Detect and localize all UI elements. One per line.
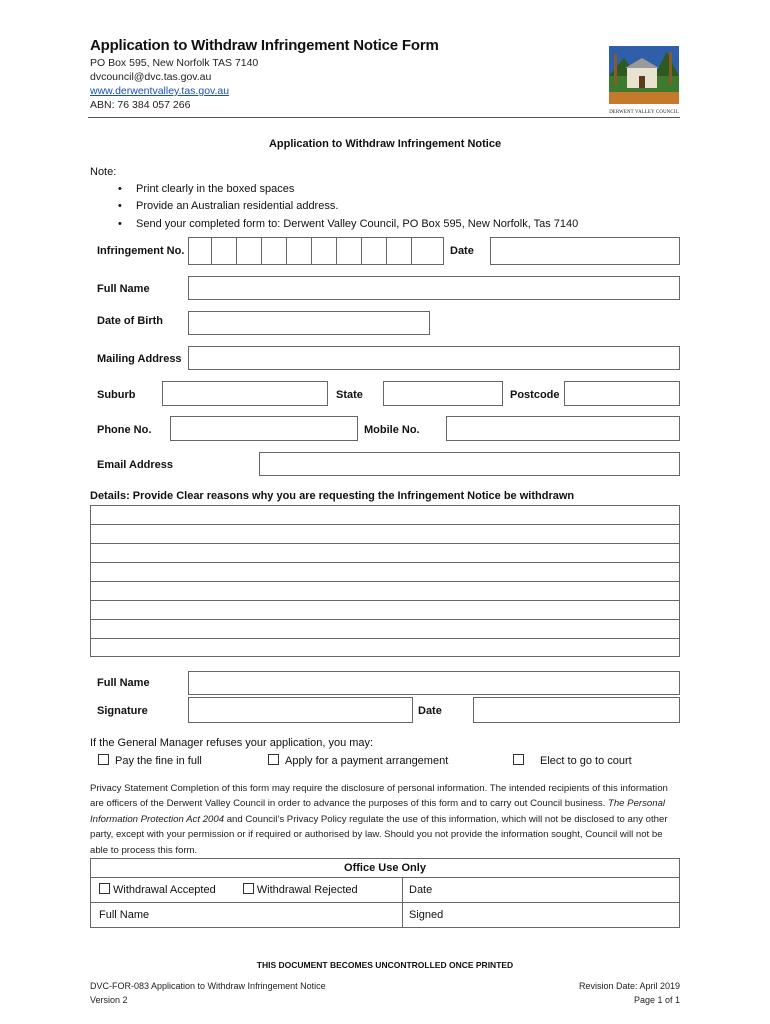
refusal-intro: If the General Manager refuses your application, you may: [90, 737, 374, 749]
infringement-no-field[interactable] [188, 237, 444, 265]
sig-date-field[interactable] [473, 697, 680, 723]
state-field[interactable] [383, 381, 503, 406]
office-full-name-cell: Full Name [91, 903, 403, 927]
date-label: Date [450, 245, 474, 257]
state-label: State [336, 389, 363, 401]
council-logo [609, 46, 679, 115]
privacy-act-name: The Personal Information Protection Act 2004 [90, 798, 666, 825]
checkbox-icon[interactable] [99, 883, 110, 894]
mailing-address-field[interactable] [188, 346, 680, 370]
checkbox-icon[interactable] [243, 883, 254, 894]
header-divider [88, 117, 680, 118]
office-use-heading: Office Use Only [91, 859, 679, 878]
signature-field[interactable] [188, 697, 413, 723]
privacy-statement: Privacy Statement Completion of this form may require the disclosure of personal information. The intended recipients of this information are officers of the Derwent Valley Council in order to advance the purposes of this form and to carry out Council business. The Personal Information Protection Act 2004 and Council’s Privacy Policy regulate the use of this information, which will not be disclosed to any other party, except with your permission or if required or authorised by law. Should you not provide the information sought, Council will not be able to process this form. [90, 783, 668, 856]
signature-label: Signature [97, 705, 148, 717]
uncontrolled-warning: THIS DOCUMENT BECOMES UNCONTROLLED ONCE PRINTED [256, 960, 514, 970]
form-title-header: Application to Withdraw Infringement Notice Form [90, 37, 439, 54]
details-heading: Details: Provide Clear reasons why you are requesting the Infringement Notice be withdrawn [90, 490, 575, 502]
checkbox-icon[interactable] [98, 754, 109, 765]
sig-full-name-field[interactable] [188, 671, 680, 695]
full-name-field[interactable] [188, 276, 680, 300]
revision-date: Revision Date: April 2019 [578, 981, 680, 991]
option-pay-fine[interactable]: Pay the fine in full [98, 754, 202, 767]
council-abn: ABN: 76 384 057 266 [90, 99, 191, 111]
sig-date-label: Date [418, 705, 442, 717]
council-website-link[interactable]: www.derwentvalley.tas.gov.au [90, 85, 230, 97]
checkbox-icon[interactable] [268, 754, 279, 765]
withdrawal-accepted-option[interactable]: Withdrawal Accepted [99, 884, 216, 896]
option-elect-court[interactable]: Elect to go to court [513, 754, 632, 767]
email-label: Email Address [97, 459, 174, 471]
mailing-address-label: Mailing Address [97, 353, 182, 365]
postcode-label: Postcode [510, 389, 560, 401]
phone-label: Phone No. [97, 424, 152, 436]
form-title: Application to Withdraw Infringement Notice [268, 138, 502, 150]
office-use-table [90, 858, 680, 928]
logo-caption: DERWENT VALLEY COUNCIL [609, 110, 679, 115]
office-signed-cell: Signed [409, 909, 444, 921]
option-payment-arrangement[interactable]: Apply for a payment arrangement [268, 754, 448, 767]
office-date-cell: Date [409, 884, 433, 896]
note-label: Note: [90, 166, 117, 178]
council-address: PO Box 595, New Norfolk TAS 7140 [90, 57, 259, 69]
suburb-label: Suburb [97, 389, 136, 401]
dob-label: Date of Birth [97, 315, 163, 327]
sig-full-name-label: Full Name [97, 677, 150, 689]
dob-field[interactable] [188, 311, 430, 335]
date-field[interactable] [490, 237, 680, 265]
withdrawal-rejected-option[interactable]: Withdrawal Rejected [243, 884, 358, 896]
phone-field[interactable] [170, 416, 358, 441]
details-textarea[interactable] [90, 505, 680, 657]
council-logo-icon [609, 46, 679, 104]
council-email: dvcouncil@dvc.tas.gov.au [90, 71, 212, 83]
postcode-field[interactable] [564, 381, 680, 406]
document-version: Version 2 [90, 995, 128, 1005]
infringement-no-label: Infringement No. [97, 245, 185, 257]
full-name-label: Full Name [97, 283, 150, 295]
document-id: DVC-FOR-083 Application to Withdraw Infringement Notice [90, 981, 326, 991]
mobile-label: Mobile No. [364, 424, 420, 436]
mobile-field[interactable] [446, 416, 680, 441]
page-number: Page 1 of 1 [633, 995, 680, 1005]
suburb-field[interactable] [162, 381, 328, 406]
checkbox-icon[interactable] [513, 754, 524, 765]
email-field[interactable] [259, 452, 680, 476]
